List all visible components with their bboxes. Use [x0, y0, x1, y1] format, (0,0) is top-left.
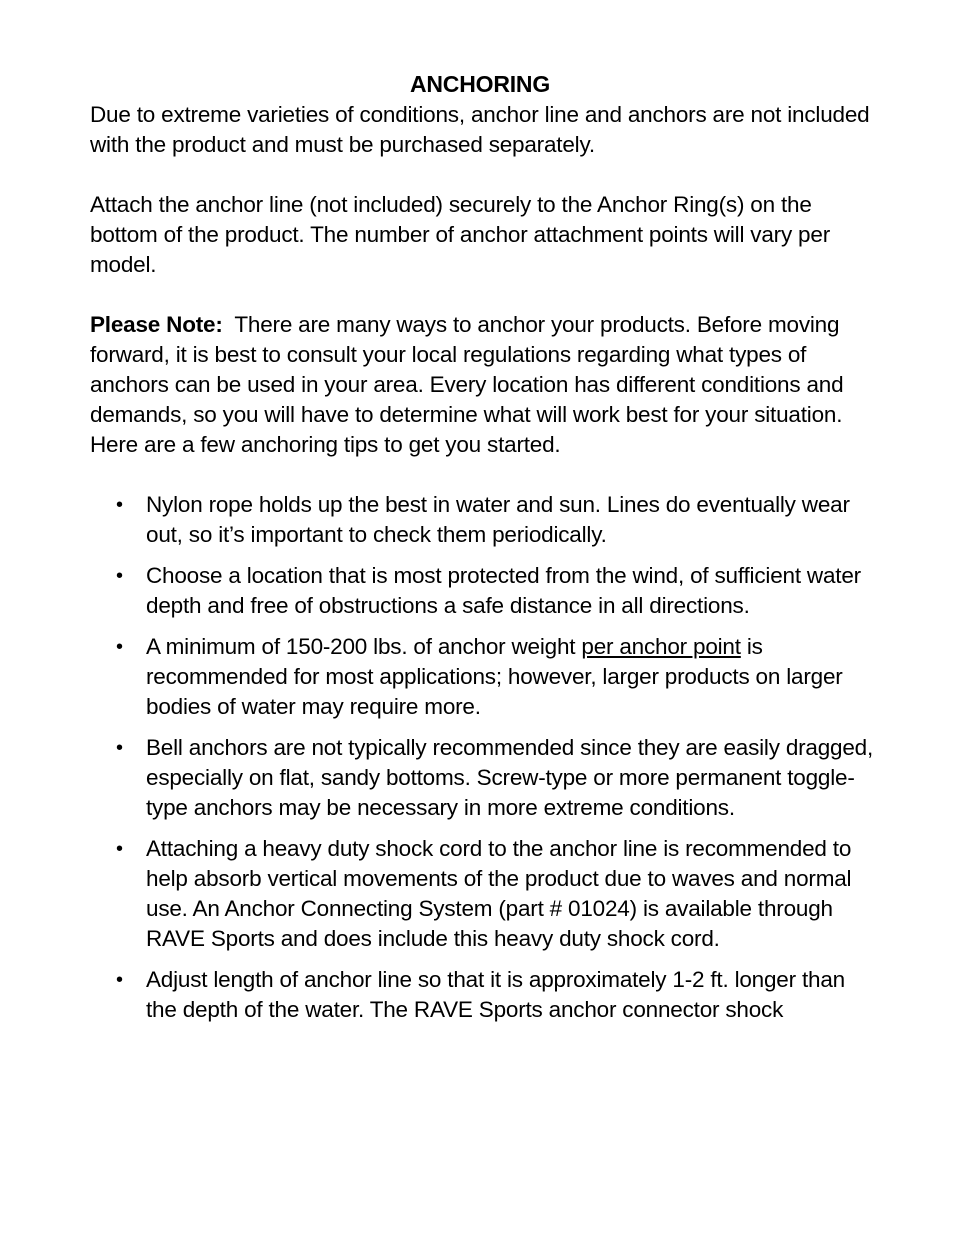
note-text: There are many ways to anchor your products. Before moving forward, it is best to consult your local regulations regarding what types of anchors can be used in your area. Every location has different conditions and demands, so you will have to determine what will work best for your situation. Here are a few anchoring tips to get you started. [90, 312, 844, 457]
bullet-icon: • [116, 565, 123, 587]
bullet-icon: • [116, 636, 123, 658]
note-paragraph [90, 310, 880, 460]
tip-text: Bell anchors are not typically recommended since they are easily dragged, especially on flat, sandy bottoms. Screw-type or more permanent toggle-type anchors may be necessary in more extreme conditions. [146, 735, 874, 820]
bullet-icon: • [116, 838, 123, 860]
tip-text-part: is recommended for most applications; however, larger products on larger bodies of water may require more. [146, 634, 843, 719]
tip-text: Adjust length of anchor line so that it is approximately 1-2 ft. longer than the depth of the water. The RAVE Sports anchor connector shock [146, 967, 845, 1022]
tip-text: Attaching a heavy duty shock cord to the anchor line is recommended to help absorb vertical movements of the product due to waves and normal use. An Anchor Connecting System (part # 01024) is available through RAVE Sports and does include this heavy duty shock cord. [146, 836, 852, 951]
bullet-icon: • [116, 737, 123, 759]
list-item [90, 834, 880, 954]
bullet-icon: • [116, 494, 123, 516]
list-item [90, 965, 880, 1025]
note-label: Please Note: [90, 312, 223, 337]
tip-text [146, 634, 843, 719]
bullet-icon: • [116, 969, 123, 991]
tip-text: Choose a location that is most protected from the wind, of sufficient water depth and free of obstructions a safe distance in all directions. [146, 563, 861, 618]
list-item [90, 490, 880, 550]
list-item [90, 561, 880, 621]
tip-text-part: A minimum of 150-200 lbs. of anchor weight [146, 634, 582, 659]
tips-list [90, 490, 880, 1025]
attach-paragraph: Attach the anchor line (not included) securely to the Anchor Ring(s) on the bottom of the product. The number of anchor attachment points will vary per model. [90, 192, 830, 277]
list-item [90, 733, 880, 823]
underlined-phrase: per anchor point [581, 634, 741, 659]
page-title: ANCHORING [409, 71, 551, 97]
list-item [90, 632, 880, 722]
intro-paragraph: Due to extreme varieties of conditions, anchor line and anchors are not included with the product and must be purchased separately. [90, 102, 870, 157]
tip-text: Nylon rope holds up the best in water and sun. Lines do eventually wear out, so it’s important to check them periodically. [146, 492, 850, 547]
document-page [90, 68, 880, 1036]
